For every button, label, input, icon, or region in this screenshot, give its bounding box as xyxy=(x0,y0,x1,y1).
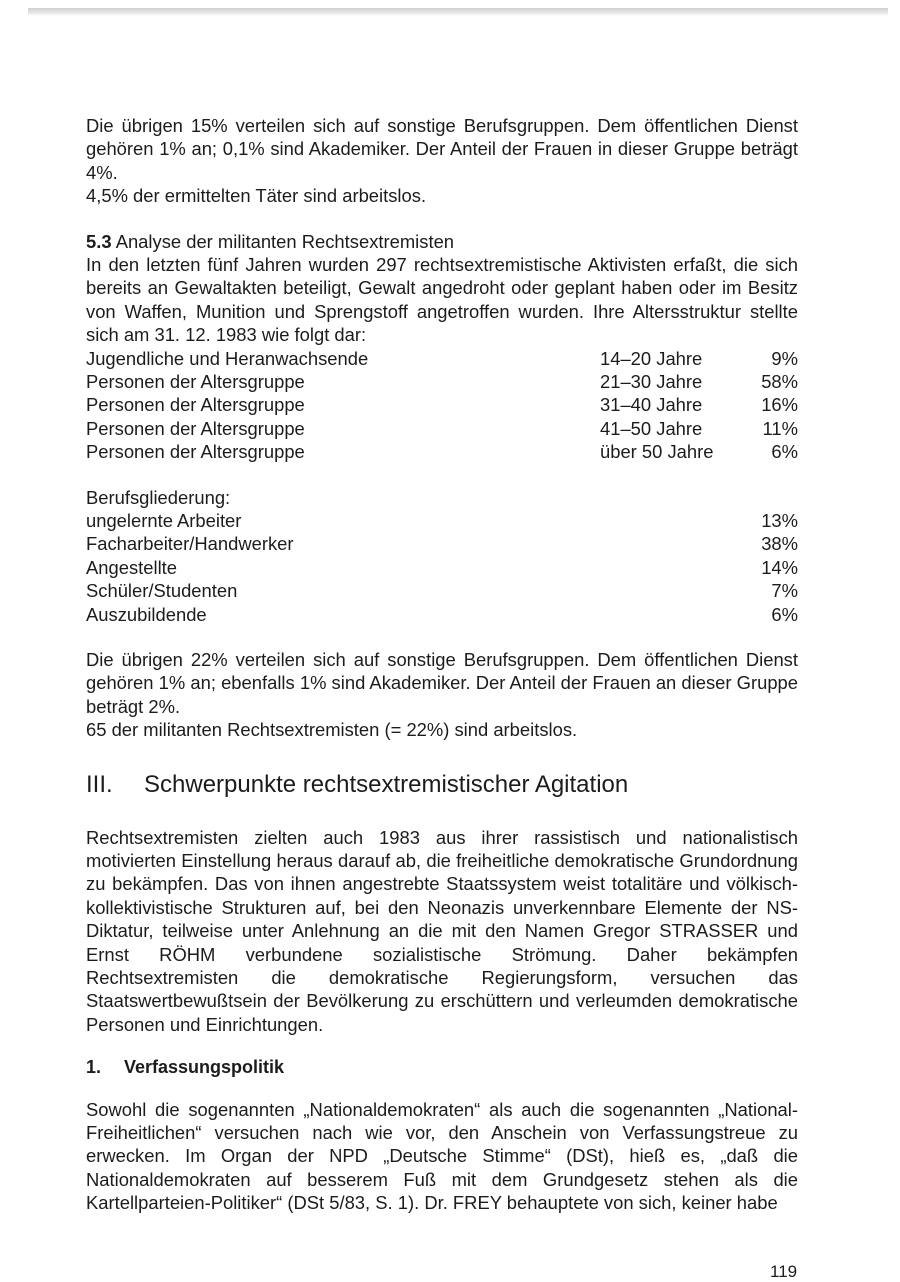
job-row: Facharbeiter/Handwerker 38% xyxy=(86,533,798,555)
age-row: Jugendliche und Heranwachsende 14–20 Jahre 9% xyxy=(86,347,798,369)
age-row: Personen der Altersgruppe 21–30 Jahre 58% xyxy=(86,371,798,393)
age-row: Personen der Altersgruppe 31–40 Jahre 16% xyxy=(86,394,798,416)
chapter-body: Rechtsextremisten zielten auch 1983 aus ihrer rassistisch und nationalistisch motivierten Einstellung heraus darauf ab, die freiheitliche demokratische Grundordnung zu bekämpfen. Das von ihnen angestrebte Staatssystem weist totalitäre und völkisch-kollektivistische Strukturen auf, bei den Neonazis unverkennbare Elemente der NS-Diktatur, teilweise unter Anlehnung an die mit den Namen Gregor STRASSER und Ernst RÖHM verbundene sozialistische Strömung. Daher bekämpfen Rechtsextremisten die demokratische Regierungsform, versuchen das Staatswertbewußtsein der Bevölkerung zu erschüttern und verleumden demokratische Personen und Einrichtungen. xyxy=(86,826,798,1035)
job-row: Schüler/Studenten 7% xyxy=(86,580,798,602)
section-5-3-intro: In den letzten fünf Jahren wurden 297 rechtsextremistische Aktivisten erfaßt, die sich bereits an Gewaltakten beteiligt, Gewalt angedroht oder geplant haben oder im Besitz von Waffen, Munition und Sprengstoff angetroffen wurden. Ihre Altersstruktur stellte sich am 31. 12. 1983 wie folgt dar: xyxy=(86,254,798,346)
closing-unemployed-line: 65 der militanten Rechtsextremisten (= 22%) sind arbeitslos. xyxy=(86,719,578,741)
job-heading: Berufsgliederung: xyxy=(86,486,231,508)
page-number: 119 xyxy=(770,1262,798,1281)
subsection-title: Verfassungspolitik xyxy=(124,1057,285,1078)
subsection-number: 1. xyxy=(86,1057,102,1078)
job-row: Auszubildende 6% xyxy=(86,603,798,625)
age-row: Personen der Altersgruppe über 50 Jahre 6% xyxy=(86,441,798,463)
subsection-body: Sowohl die sogenannten „Nationaldemokraten“ als auch die sogenannten „National-Freiheitlichen“ versuchen nach wie vor, den Anschein von Verfassungstreue zu erwecken. Im Organ der NPD „Deutsche Stimme“ (DSt), hieß es, „daß die Nationaldemokraten auf besserem Fuß mit dem Grundgesetz stehen als die Kartellparteien-Politiker“ (DSt 5/83, S. 1). Dr. FREY behauptete von sich, keiner habe xyxy=(86,1098,798,1214)
job-row: Angestellte 14% xyxy=(86,556,798,578)
scan-edge-shadow xyxy=(28,8,888,16)
closing-paragraph: Die übrigen 22% verteilen sich auf sonstige Berufsgruppen. Dem öffentlichen Dienst gehören 1% an; ebenfalls 1% sind Akademiker. Der Anteil der Frauen an dieser Gruppe beträgt 2%. xyxy=(86,648,798,717)
age-table xyxy=(86,347,798,464)
section-number: 5.3 xyxy=(86,230,112,252)
section-5-3-heading xyxy=(86,230,798,253)
paragraph-other-professions: Die übrigen 15% verteilen sich auf sonstige Berufsgruppen. Dem öffentlichen Dienst gehören 1% an; 0,1% sind Akademiker. Der Anteil der Frauen in dieser Gruppe beträgt 4%. xyxy=(86,115,798,183)
document-page xyxy=(86,114,798,1215)
unemployed-line: 4,5% der ermittelten Täter sind arbeitslos. xyxy=(86,185,427,207)
chapter-title: Schwerpunkte rechtsextremistischer Agitation xyxy=(144,770,629,798)
subsection-heading xyxy=(86,1056,798,1079)
section-title: Analyse der militanten Rechtsextremisten xyxy=(115,230,455,252)
chapter-heading xyxy=(86,770,798,800)
job-row: ungelernte Arbeiter 13% xyxy=(86,510,798,532)
chapter-number: III. xyxy=(86,770,113,798)
job-table xyxy=(86,509,798,626)
age-row: Personen der Altersgruppe 41–50 Jahre 11% xyxy=(86,417,798,439)
